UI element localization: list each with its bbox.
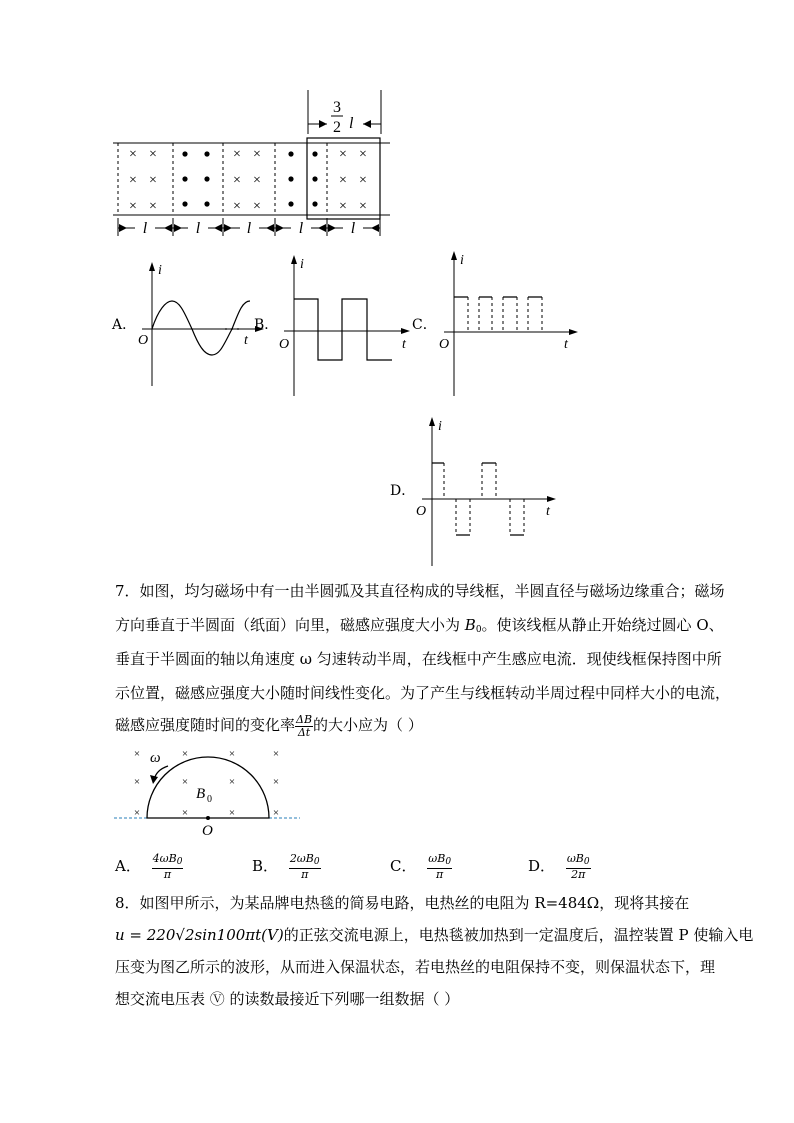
- dim-num: 3: [333, 99, 341, 116]
- svg-text:i: i: [438, 419, 442, 434]
- svg-text:×: ×: [272, 748, 280, 760]
- option-d-label: D．: [390, 483, 416, 499]
- svg-text:×: ×: [228, 807, 236, 819]
- svg-text:×: ×: [359, 199, 367, 214]
- svg-text:l: l: [246, 220, 252, 237]
- q7-option-d[interactable]: D． $\frac{\omega B_0}{2\pi}$: [528, 852, 590, 881]
- svg-text:×: ×: [181, 807, 189, 819]
- dim-unit: l: [349, 115, 354, 132]
- graph-c: [432, 248, 582, 398]
- q8-line-3: 压变为图乙所示的波形，从而进入保温状态，若电热丝的电阻保持不变，则保温状态下，理: [115, 958, 716, 976]
- dim-den: 2: [333, 119, 341, 136]
- option-c-label: C．: [412, 317, 437, 333]
- semicircle-figure: [112, 742, 302, 840]
- graph-d: [414, 414, 564, 568]
- svg-text:×: ×: [181, 748, 189, 760]
- q7-line-4: 示位置，磁感应强度大小随时间线性变化。为了产生与线框转动半周过程中同样大小的电流，: [115, 684, 731, 702]
- q7-option-a[interactable]: A． $\frac{4\omega B_0}{\pi}$: [115, 852, 183, 881]
- svg-text:×: ×: [253, 147, 261, 162]
- svg-text:×: ×: [233, 147, 241, 162]
- option-b-label: B．: [254, 317, 279, 333]
- q7-option-b[interactable]: B． $\frac{2\omega B_0}{\pi}$: [252, 852, 320, 881]
- svg-text:×: ×: [181, 776, 189, 788]
- svg-text:t: t: [244, 333, 248, 348]
- svg-text:O: O: [202, 823, 213, 839]
- svg-text:×: ×: [359, 147, 367, 162]
- svg-text:i: i: [460, 253, 464, 268]
- svg-text:×: ×: [272, 807, 280, 819]
- graph-a: [128, 258, 268, 390]
- q7-line-2: 方向垂直于半圆面（纸面）向里，磁感应强度大小为 $B_0$。使该线框从静止开始绕过圆心 O、: [115, 616, 724, 635]
- svg-text:×: ×: [133, 776, 141, 788]
- svg-text:×: ×: [253, 199, 261, 214]
- graph-b: [276, 252, 416, 398]
- svg-text:l: l: [298, 220, 304, 237]
- svg-text:×: ×: [339, 199, 347, 214]
- svg-text:l: l: [350, 220, 356, 237]
- svg-text:0: 0: [207, 794, 212, 805]
- svg-text:×: ×: [149, 147, 157, 162]
- option-a-label: A．: [112, 317, 137, 333]
- q7-line-5: 磁感应强度随时间的变化率 $\frac{\Delta B}{\Delta t}$ 的大小应为（ ）: [115, 712, 423, 739]
- svg-text:×: ×: [133, 748, 141, 760]
- svg-text:×: ×: [233, 173, 241, 188]
- svg-text:O: O: [416, 504, 427, 519]
- svg-text:l: l: [142, 220, 148, 237]
- svg-text:×: ×: [359, 173, 367, 188]
- field-strips-figure: [105, 90, 405, 250]
- q8-line-4: 想交流电压表 Ⓥ 的读数最接近下列哪一组数据（ ）: [115, 990, 460, 1008]
- svg-text:×: ×: [149, 173, 157, 188]
- svg-text:×: ×: [228, 776, 236, 788]
- svg-text:i: i: [158, 263, 162, 278]
- svg-text:×: ×: [228, 748, 236, 760]
- svg-text:B: B: [196, 786, 206, 802]
- svg-text:O: O: [279, 337, 290, 352]
- svg-text:i: i: [300, 257, 304, 272]
- svg-text:t: t: [564, 337, 568, 352]
- svg-text:×: ×: [339, 173, 347, 188]
- svg-text:×: ×: [129, 199, 137, 214]
- svg-text:O: O: [439, 337, 450, 352]
- svg-text:t: t: [402, 337, 406, 352]
- svg-text:l: l: [195, 220, 201, 237]
- q7-line-1: 7．如图，均匀磁场中有一由半圆弧及其直径构成的导线框，半圆直径与磁场边缘重合；磁场: [115, 582, 725, 600]
- svg-text:×: ×: [129, 173, 137, 188]
- svg-text:O: O: [138, 333, 149, 348]
- svg-text:×: ×: [253, 173, 261, 188]
- svg-text:×: ×: [133, 807, 141, 819]
- svg-text:×: ×: [149, 199, 157, 214]
- svg-text:×: ×: [129, 147, 137, 162]
- svg-text:×: ×: [233, 199, 241, 214]
- svg-text:ω: ω: [150, 750, 161, 766]
- svg-text:×: ×: [272, 776, 280, 788]
- q8-line-2: u = 220√2sin100πt(V)的正弦交流电源上，电热毯被加热到一定温度后，温控装置 P 使输入电: [115, 926, 754, 944]
- q7-option-c[interactable]: C． $\frac{\omega B_0}{\pi}$: [390, 852, 452, 881]
- svg-text:t: t: [546, 504, 550, 519]
- q8-line-1: 8．如图甲所示，为某品牌电热毯的简易电路，电热丝的电阻为 R=484Ω，现将其接在: [115, 894, 690, 912]
- svg-text:×: ×: [339, 147, 347, 162]
- q7-line-3: 垂直于半圆面的轴以角速度 ω 匀速转动半周，在线框中产生感应电流．现使线框保持图中所: [115, 650, 722, 668]
- field-symbols: [129, 147, 367, 214]
